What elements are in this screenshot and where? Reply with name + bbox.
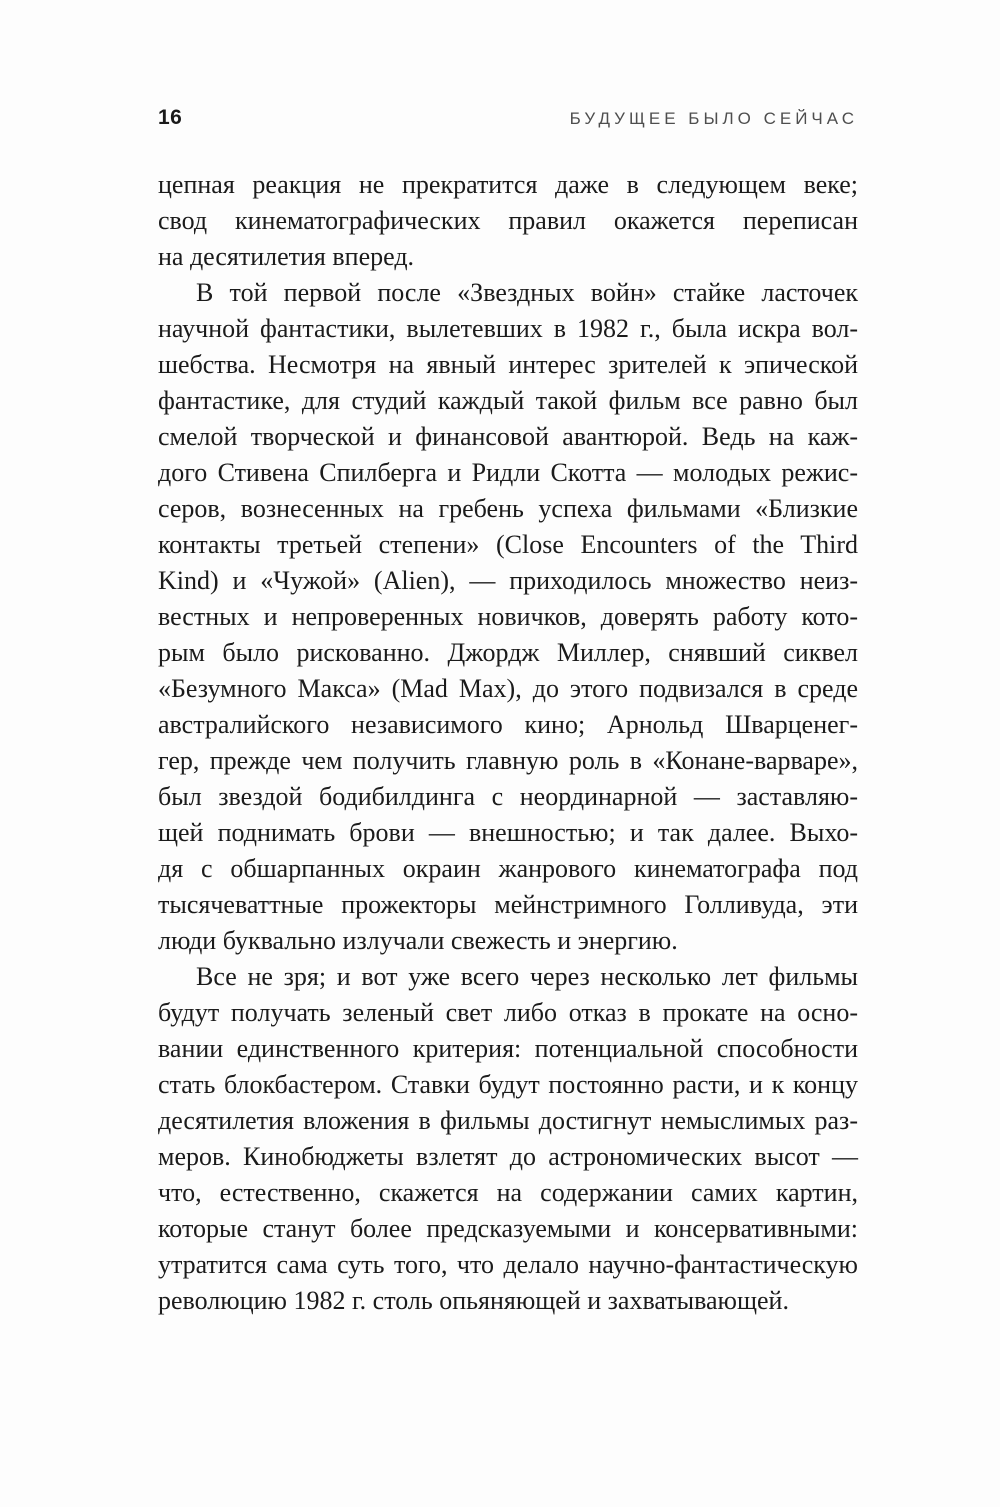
text-line: стать блокбастером. Ставки будут постоянно расти, и к концу xyxy=(158,1070,858,1099)
paragraph xyxy=(158,959,858,1319)
text-line: австралийского независимого кино; Арнольд Шварценег- xyxy=(158,710,858,739)
page-number: 16 xyxy=(158,106,183,129)
text-line: серов, вознесенных на гребень успеха фильмами «Близкие xyxy=(158,494,858,523)
paragraph xyxy=(158,275,858,959)
text-line: которые станут более предсказуемыми и консервативными: xyxy=(158,1214,858,1243)
text-line: контакты третьей степени» (Close Encounters of the Third xyxy=(158,530,858,559)
text-line: вестных и непроверенных новичков, доверять работу кото- xyxy=(158,602,858,631)
text-line: будут получать зеленый свет либо отказ в прокате на осно- xyxy=(158,998,858,1027)
text-line: фантастике, для студий каждый такой фильм все равно был xyxy=(158,386,858,415)
text-line: свод кинематографических правил окажется переписан xyxy=(158,206,858,235)
text-line: вании единственного критерия: потенциальной способности xyxy=(158,1034,858,1063)
paragraph xyxy=(158,167,858,275)
text-line: тысячеваттные прожекторы мейнстримного Голливуда, эти xyxy=(158,890,858,919)
text-line: утратится сама суть того, что делало научно-фантастическую xyxy=(158,1250,858,1279)
text-line: Все не зря; и вот уже всего через несколько лет фильмы xyxy=(196,962,858,991)
text-line: рым было рискованно. Джордж Миллер, снявший сиквел xyxy=(158,638,858,667)
text-line: дого Стивена Спилберга и Ридли Скотта — молодых режис- xyxy=(158,458,858,487)
text-line: на десятилетия вперед. xyxy=(158,242,415,271)
text-line: смелой творческой и финансовой авантюрой. Ведь на каж- xyxy=(158,422,858,451)
running-head: БУДУЩЕЕ БЫЛО СЕЙЧАС xyxy=(569,109,858,128)
text-line: цепная реакция не прекратится даже в следующем веке; xyxy=(158,170,858,199)
text-line: был звездой бодибилдинга с неординарной — заставляю- xyxy=(158,782,858,811)
text-line: Kind) и «Чужой» (Alien), — приходилось множество неиз- xyxy=(158,566,858,595)
text-line: гер, прежде чем получить главную роль в «Конане-варваре», xyxy=(158,746,858,775)
text-line: шебства. Несмотря на явный интерес зрителей к эпической xyxy=(158,350,858,379)
text-line: дя с обшарпанных окраин жанрового кинематографа под xyxy=(158,854,858,883)
body-text xyxy=(158,167,858,1319)
text-line: что, естественно, скажется на содержании самих картин, xyxy=(158,1178,858,1207)
text-line: меров. Кинобюджеты взлетят до астрономических высот — xyxy=(158,1142,858,1171)
page-header xyxy=(158,106,858,130)
text-line: В той первой после «Звездных войн» стайке ласточек xyxy=(196,278,858,307)
text-line: десятилетия вложения в фильмы достигнут немыслимых раз- xyxy=(158,1106,858,1135)
text-line: революцию 1982 г. столь опьяняющей и захватывающей. xyxy=(158,1286,789,1315)
text-line: научной фантастики, вылетевших в 1982 г., была искра вол- xyxy=(158,314,858,343)
text-line: люди буквально излучали свежесть и энергию. xyxy=(158,926,678,955)
text-line: «Безумного Макса» (Mad Max), до этого подвизался в среде xyxy=(158,674,858,703)
text-line: щей поднимать брови — внешностью; и так далее. Выхо- xyxy=(158,818,858,847)
